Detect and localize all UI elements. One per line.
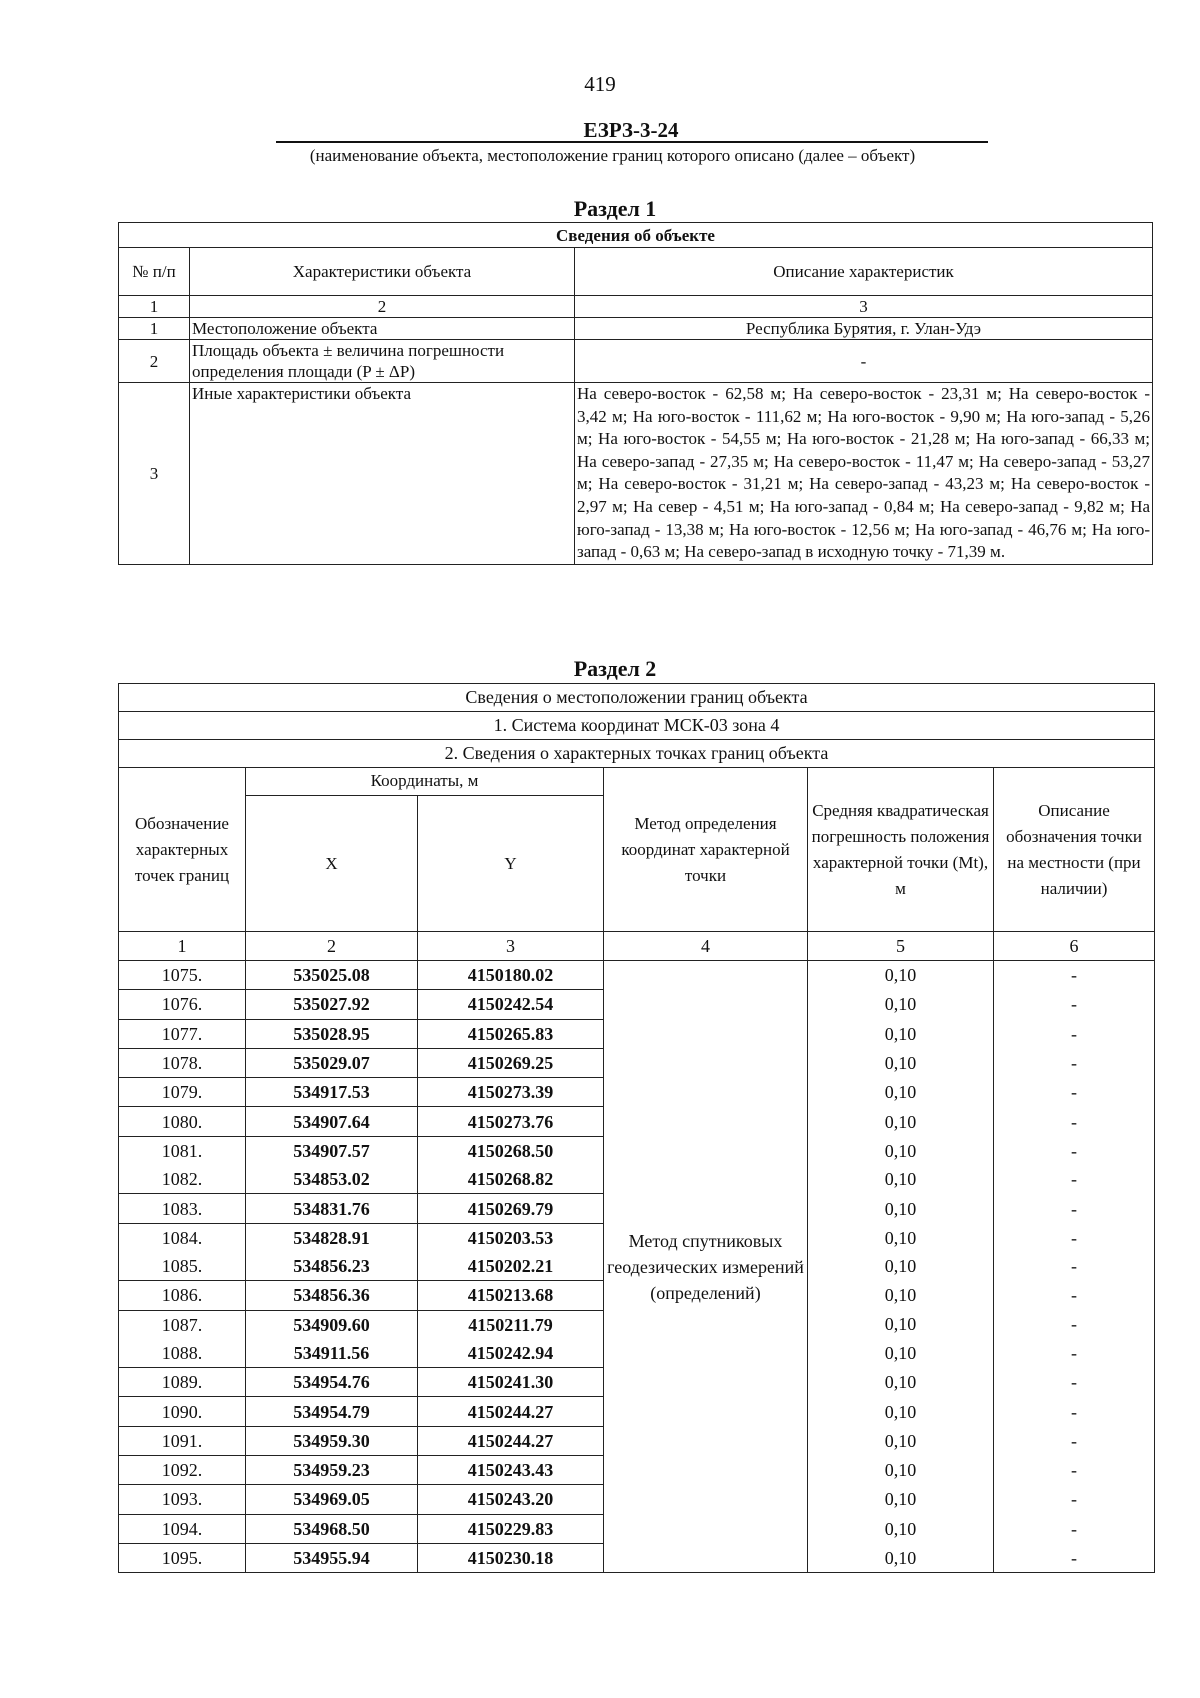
mean-error: 0,10 bbox=[808, 1514, 994, 1543]
row-number: 2 bbox=[119, 340, 190, 383]
coord-y: 4150244.27 bbox=[418, 1397, 604, 1426]
col-number: 6 bbox=[994, 932, 1155, 961]
coord-x: 535027.92 bbox=[246, 990, 418, 1019]
coord-y: 4150213.68 bbox=[418, 1281, 604, 1310]
point-description: - bbox=[994, 1310, 1155, 1339]
coord-y: 4150244.27 bbox=[418, 1426, 604, 1455]
mean-error: 0,10 bbox=[808, 1136, 994, 1165]
coord-y: 4150268.50 bbox=[418, 1136, 604, 1165]
object-info-table-title: Сведения об объекте bbox=[119, 223, 1153, 248]
coord-y: 4150229.83 bbox=[418, 1514, 604, 1543]
coord-y: 4150242.54 bbox=[418, 990, 604, 1019]
table-header-coordinate-system: 1. Система координат МСК-03 зона 4 bbox=[119, 712, 1155, 740]
mean-error: 0,10 bbox=[808, 1397, 994, 1426]
point-id: 1076. bbox=[119, 990, 246, 1019]
mean-error: 0,10 bbox=[808, 1368, 994, 1397]
row-characteristic: Местоположение объекта bbox=[190, 318, 575, 340]
point-description: - bbox=[994, 1048, 1155, 1077]
mean-error: 0,10 bbox=[808, 1194, 994, 1223]
point-description: - bbox=[994, 1281, 1155, 1310]
coord-y: 4150241.30 bbox=[418, 1368, 604, 1397]
row-number: 1 bbox=[119, 318, 190, 340]
col-header-description: Описание обозначения точки на местности (при наличии) bbox=[994, 768, 1155, 932]
point-id: 1080. bbox=[119, 1107, 246, 1136]
row-description: - bbox=[575, 340, 1153, 383]
row-characteristic: Площадь объекта ± величина погрешности определения площади (P ± ΔP) bbox=[190, 340, 575, 383]
mean-error: 0,10 bbox=[808, 1426, 994, 1455]
point-description: - bbox=[994, 961, 1155, 990]
table-row bbox=[119, 340, 1153, 383]
coord-y: 4150269.79 bbox=[418, 1194, 604, 1223]
point-description: - bbox=[994, 1426, 1155, 1455]
mean-error: 0,10 bbox=[808, 1048, 994, 1077]
coord-y: 4150273.39 bbox=[418, 1078, 604, 1107]
col-header-coordinates: Координаты, м bbox=[246, 768, 604, 796]
point-id: 1086. bbox=[119, 1281, 246, 1310]
mean-error: 0,10 bbox=[808, 1078, 994, 1107]
coord-y: 4150203.53 bbox=[418, 1223, 604, 1252]
coord-y: 4150242.94 bbox=[418, 1339, 604, 1368]
col-number: 1 bbox=[119, 296, 190, 318]
mean-error: 0,10 bbox=[808, 1310, 994, 1339]
point-description: - bbox=[994, 1339, 1155, 1368]
section2-title: Раздел 2 bbox=[573, 656, 657, 681]
object-name-underline bbox=[276, 141, 988, 143]
point-description: - bbox=[994, 1194, 1155, 1223]
coord-y: 4150273.76 bbox=[418, 1107, 604, 1136]
point-description: - bbox=[994, 1252, 1155, 1281]
header-characteristics: Характеристики объекта bbox=[190, 248, 575, 296]
row-description: На северо-восток - 62,58 м; На северо-восток - 23,31 м; На северо-восток - 3,42 м; На юго-восток - 111,62 м; На юго-восток - 9,90 м; На юго-запад - 5,26 м; На юго-восток - 54,55 м; На юго-восток - 21,28 м; На юго-запад - 66,33 м; На северо-запад - 27,35 м; На северо-восток - 11,47 м; На северо-запад - 53,27 м; На северо-восток - 31,21 м; На северо-запад - 43,23 м; На северо-восток - 2,97 м; На север - 4,51 м; На юго-запад - 0,84 м; На северо-запад - 9,82 м; На юго-запад - 13,38 м; На юго-восток - 12,56 м; На юго-запад - 46,76 м; На юго-запад - 0,63 м; На северо-запад в исходную точку - 71,39 м. bbox=[575, 383, 1153, 565]
point-description: - bbox=[994, 1456, 1155, 1485]
point-id: 1084. bbox=[119, 1223, 246, 1252]
point-id: 1095. bbox=[119, 1543, 246, 1572]
coord-x: 534907.57 bbox=[246, 1136, 418, 1165]
row-description: Республика Бурятия, г. Улан-Удэ bbox=[575, 318, 1153, 340]
coord-x: 534969.05 bbox=[246, 1485, 418, 1514]
coord-x: 534954.79 bbox=[246, 1397, 418, 1426]
row-number: 3 bbox=[119, 383, 190, 565]
table-header-points: 2. Сведения о характерных точках границ объекта bbox=[119, 740, 1155, 768]
coord-y: 4150180.02 bbox=[418, 961, 604, 990]
coord-x: 534911.56 bbox=[246, 1339, 418, 1368]
mean-error: 0,10 bbox=[808, 1019, 994, 1048]
coord-y: 4150202.21 bbox=[418, 1252, 604, 1281]
point-id: 1083. bbox=[119, 1194, 246, 1223]
point-id: 1092. bbox=[119, 1456, 246, 1485]
page-number: 419 bbox=[584, 72, 616, 96]
point-id: 1082. bbox=[119, 1165, 246, 1194]
coord-x: 534853.02 bbox=[246, 1165, 418, 1194]
point-id: 1077. bbox=[119, 1019, 246, 1048]
col-number: 3 bbox=[575, 296, 1153, 318]
header-num: № п/п bbox=[119, 248, 190, 296]
row-characteristic: Иные характеристики объекта bbox=[190, 383, 575, 565]
point-description: - bbox=[994, 1223, 1155, 1252]
section1-title: Раздел 1 bbox=[573, 196, 657, 221]
point-id: 1087. bbox=[119, 1310, 246, 1339]
coord-y: 4150211.79 bbox=[418, 1310, 604, 1339]
point-description: - bbox=[994, 1136, 1155, 1165]
mean-error: 0,10 bbox=[808, 961, 994, 990]
coord-x: 534856.36 bbox=[246, 1281, 418, 1310]
point-id: 1075. bbox=[119, 961, 246, 990]
coord-x: 535028.95 bbox=[246, 1019, 418, 1048]
col-number: 5 bbox=[808, 932, 994, 961]
coord-y: 4150230.18 bbox=[418, 1543, 604, 1572]
point-id: 1094. bbox=[119, 1514, 246, 1543]
boundary-points-table bbox=[118, 683, 1155, 1573]
col-number: 1 bbox=[119, 932, 246, 961]
point-description: - bbox=[994, 1078, 1155, 1107]
coord-x: 534968.50 bbox=[246, 1514, 418, 1543]
table-header-location: Сведения о местоположении границ объекта bbox=[119, 684, 1155, 712]
point-id: 1088. bbox=[119, 1339, 246, 1368]
point-description: - bbox=[994, 1543, 1155, 1572]
coord-x: 534954.76 bbox=[246, 1368, 418, 1397]
point-id: 1085. bbox=[119, 1252, 246, 1281]
point-id: 1081. bbox=[119, 1136, 246, 1165]
point-description: - bbox=[994, 990, 1155, 1019]
coord-x: 534959.30 bbox=[246, 1426, 418, 1455]
point-description: - bbox=[994, 1485, 1155, 1514]
coord-x: 534909.60 bbox=[246, 1310, 418, 1339]
col-header-x: X bbox=[246, 796, 418, 932]
coord-y: 4150243.43 bbox=[418, 1456, 604, 1485]
object-info-table bbox=[118, 222, 1153, 565]
object-name: ЕЗРЗ-3-24 bbox=[583, 118, 679, 142]
method-value: Метод спутниковых геодезических измерений (определений) bbox=[604, 961, 808, 1573]
mean-error: 0,10 bbox=[808, 1339, 994, 1368]
mean-error: 0,10 bbox=[808, 1165, 994, 1194]
point-description: - bbox=[994, 1165, 1155, 1194]
mean-error: 0,10 bbox=[808, 1107, 994, 1136]
col-number: 2 bbox=[190, 296, 575, 318]
mean-error: 0,10 bbox=[808, 1543, 994, 1572]
col-header-error: Средняя квадратическая погрешность положения характерной точки (Mt), м bbox=[808, 768, 994, 932]
table-row bbox=[119, 318, 1153, 340]
point-id: 1091. bbox=[119, 1426, 246, 1455]
col-header-point: Обозначение характерных точек границ bbox=[119, 768, 246, 932]
point-description: - bbox=[994, 1514, 1155, 1543]
coord-x: 534828.91 bbox=[246, 1223, 418, 1252]
point-id: 1089. bbox=[119, 1368, 246, 1397]
coord-x: 534907.64 bbox=[246, 1107, 418, 1136]
coord-y: 4150265.83 bbox=[418, 1019, 604, 1048]
col-number: 3 bbox=[418, 932, 604, 961]
point-id: 1090. bbox=[119, 1397, 246, 1426]
mean-error: 0,10 bbox=[808, 1223, 994, 1252]
coord-y: 4150268.82 bbox=[418, 1165, 604, 1194]
point-description: - bbox=[994, 1107, 1155, 1136]
point-id: 1079. bbox=[119, 1078, 246, 1107]
coord-x: 535025.08 bbox=[246, 961, 418, 990]
col-header-y: Y bbox=[418, 796, 604, 932]
point-id: 1078. bbox=[119, 1048, 246, 1077]
col-header-method: Метод определения координат характерной точки bbox=[604, 768, 808, 932]
coord-x: 534917.53 bbox=[246, 1078, 418, 1107]
point-description: - bbox=[994, 1397, 1155, 1426]
coord-x: 534831.76 bbox=[246, 1194, 418, 1223]
point-id: 1093. bbox=[119, 1485, 246, 1514]
col-number: 2 bbox=[246, 932, 418, 961]
header-description: Описание характеристик bbox=[575, 248, 1153, 296]
mean-error: 0,10 bbox=[808, 990, 994, 1019]
coord-y: 4150243.20 bbox=[418, 1485, 604, 1514]
coord-x: 534959.23 bbox=[246, 1456, 418, 1485]
coord-x: 534955.94 bbox=[246, 1543, 418, 1572]
object-caption: (наименование объекта, местоположение границ которого описано (далее – объект) bbox=[309, 146, 916, 165]
point-description: - bbox=[994, 1368, 1155, 1397]
coord-x: 534856.23 bbox=[246, 1252, 418, 1281]
mean-error: 0,10 bbox=[808, 1281, 994, 1310]
col-number: 4 bbox=[604, 932, 808, 961]
mean-error: 0,10 bbox=[808, 1485, 994, 1514]
mean-error: 0,10 bbox=[808, 1252, 994, 1281]
point-description: - bbox=[994, 1019, 1155, 1048]
table-row bbox=[119, 383, 1153, 565]
coord-x: 535029.07 bbox=[246, 1048, 418, 1077]
table-row bbox=[119, 961, 1155, 990]
mean-error: 0,10 bbox=[808, 1456, 994, 1485]
coord-y: 4150269.25 bbox=[418, 1048, 604, 1077]
